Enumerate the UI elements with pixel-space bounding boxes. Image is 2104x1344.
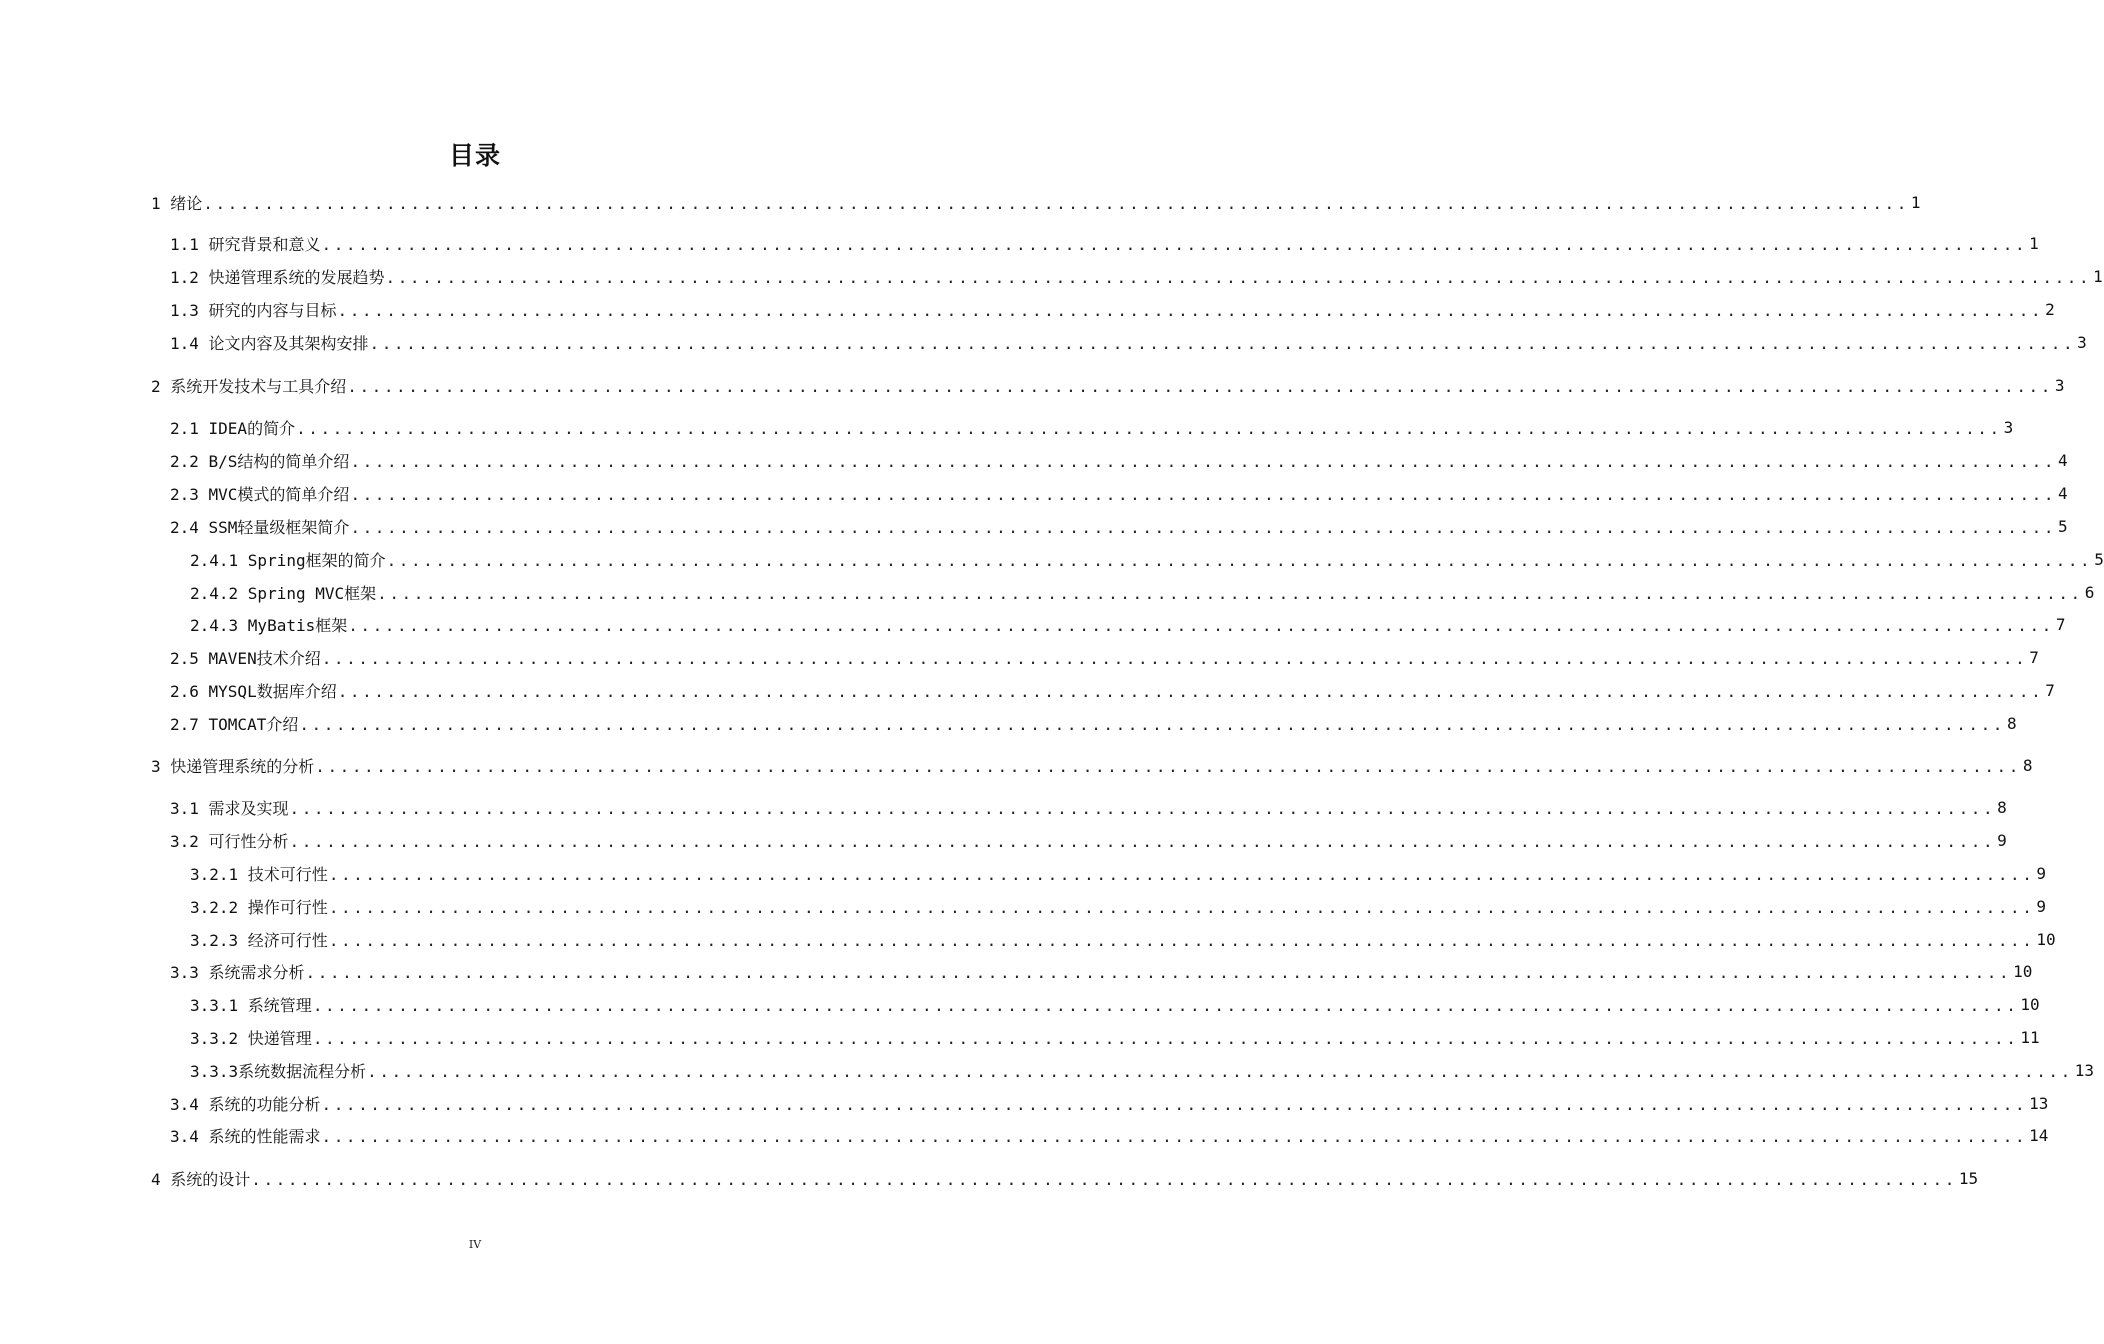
toc-entry-page: 13 (2074, 1060, 2095, 1080)
toc-leader-dots: ............................................................................................................................................ (321, 648, 2028, 668)
toc-entry-label: 3.3 系统需求分析 (170, 962, 305, 982)
toc-entry-label: 3.3.3系统数据流程分析 (190, 1061, 367, 1081)
toc-entry-page: 7 (2055, 614, 2066, 634)
toc-entry-label: 2.5 MAVEN技术介绍 (170, 648, 321, 668)
toc-entry-page: 1 (2029, 233, 2039, 253)
toc-entry-page: 13 (2029, 1093, 2049, 1113)
toc-leader-dots: ............................................................................................................................................ (312, 995, 2019, 1015)
toc-entry-label: 2.7 TOMCAT介绍 (170, 714, 299, 734)
toc-entry-page: 9 (2036, 863, 2047, 883)
toc-leader-dots: ............................................................................................................................................ (369, 333, 2076, 353)
toc-entry-page: 11 (2020, 1027, 2040, 1047)
toc-entry-label: 2.4.2 Spring MVC框架 (190, 583, 377, 603)
toc-entry-label: 2.3 MVC模式的简单介绍 (170, 484, 350, 504)
toc-entry-label: 3.2.3 经济可行性 (190, 930, 328, 950)
toc-entry-page: 1 (1910, 192, 1921, 212)
toc-entry-label: 2.4 SSM轻量级框架简介 (170, 517, 350, 537)
toc-entry[interactable] (190, 1059, 2095, 1081)
toc-entry-label: 2.2 B/S结构的简单介绍 (170, 451, 350, 471)
toc-entry-page: 8 (2022, 755, 2033, 775)
toc-leader-dots: ............................................................................................................................................ (385, 267, 2092, 287)
toc-entry[interactable] (170, 679, 2055, 701)
toc-leader-dots: ............................................................................................................................................ (350, 484, 2057, 504)
toc-entry-label: 3.3.2 快递管理 (190, 1028, 312, 1048)
toc-entry-page: 4 (2058, 450, 2068, 470)
toc-leader-dots: ............................................................................................................................................ (312, 1028, 2019, 1048)
toc-entry-label: 3.1 需求及实现 (170, 798, 289, 818)
toc-entry[interactable] (170, 796, 2007, 818)
toc-entry[interactable] (170, 265, 2103, 287)
toc-entry-page: 10 (2020, 994, 2040, 1014)
toc-entry[interactable] (170, 960, 2033, 982)
toc-entry-page: 9 (2036, 896, 2047, 916)
toc-leader-dots: ............................................................................................................................................ (289, 831, 1996, 851)
toc-entry-page: 4 (2058, 483, 2068, 503)
toc-leader-dots: ............................................................................................................................................ (367, 1061, 2073, 1081)
toc-entry[interactable] (190, 993, 2040, 1015)
toc-leader-dots: ............................................................................................................................................ (328, 864, 2035, 884)
toc-leader-dots: ............................................................................................................................................ (328, 897, 2035, 917)
page-number-footer: IV (468, 1238, 482, 1251)
toc-entry-page: 15 (1958, 1168, 1979, 1188)
toc-entry-page: 8 (1997, 797, 2007, 817)
toc-entry-label: 3.3.1 系统管理 (190, 995, 312, 1015)
toc-entry[interactable] (151, 1167, 1979, 1189)
toc-leader-dots: ............................................................................................................................................ (321, 234, 2028, 254)
toc-entry[interactable] (170, 482, 2068, 504)
toc-leader-dots: ............................................................................................................................................ (299, 714, 2005, 734)
toc-leader-dots: ............................................................................................................................................ (203, 193, 1909, 213)
toc-entry-page: 14 (2029, 1125, 2049, 1145)
toc-entry-label: 3.2 可行性分析 (170, 831, 289, 851)
toc-entry[interactable] (170, 331, 2087, 353)
toc-entry-label: 1.3 研究的内容与目标 (170, 300, 337, 320)
toc-leader-dots: ............................................................................................................................................ (328, 930, 2035, 950)
toc-leader-dots: ............................................................................................................................................ (315, 756, 2021, 776)
toc-entry[interactable] (190, 928, 2056, 950)
toc-leader-dots: ............................................................................................................................................ (337, 681, 2044, 701)
toc-entry[interactable] (170, 712, 2017, 734)
toc-entry[interactable] (190, 862, 2047, 884)
toc-leader-dots: ............................................................................................................................................ (321, 1126, 2028, 1146)
toc-entry[interactable] (170, 829, 2007, 851)
toc-entry-page: 3 (2054, 375, 2065, 395)
toc-entry-label: 3 快递管理系统的分析 (151, 756, 315, 776)
toc-entry-page: 10 (2013, 961, 2033, 981)
toc-entry[interactable] (170, 298, 2055, 320)
toc-entry[interactable] (170, 515, 2068, 537)
toc-entry-label: 3.4 系统的功能分析 (170, 1094, 321, 1114)
toc-entry-label: 1 绪论 (151, 193, 203, 213)
toc-entry-page: 5 (2094, 549, 2104, 569)
toc-entry[interactable] (170, 1092, 2049, 1114)
toc-entry-page: 2 (2045, 299, 2055, 319)
toc-entry[interactable] (190, 895, 2047, 917)
toc-entry-page: 8 (2006, 713, 2017, 733)
toc-leader-dots: ............................................................................................................................................ (251, 1169, 1957, 1189)
toc-entry[interactable] (190, 548, 2104, 570)
toc-entry[interactable] (170, 416, 2014, 438)
toc-entry[interactable] (170, 1124, 2049, 1146)
toc-leader-dots: ............................................................................................................................................ (305, 962, 2012, 982)
toc-leader-dots: ............................................................................................................................................ (289, 798, 1996, 818)
toc-leader-dots: ............................................................................................................................................ (321, 1094, 2028, 1114)
toc-entry[interactable] (190, 1026, 2040, 1048)
toc-leader-dots: ............................................................................................................................................ (348, 615, 2054, 635)
toc-entry-label: 3.2.1 技术可行性 (190, 864, 328, 884)
toc-entry[interactable] (151, 191, 1921, 213)
toc-leader-dots: ............................................................................................................................................ (350, 517, 2057, 537)
toc-leader-dots: ............................................................................................................................................ (347, 376, 2053, 396)
toc-entry[interactable] (170, 646, 2039, 668)
toc-entry[interactable] (170, 449, 2068, 471)
toc-entry[interactable] (190, 581, 2095, 603)
toc-entry-label: 2.1 IDEA的简介 (170, 418, 296, 438)
toc-leader-dots: ............................................................................................................................................ (386, 550, 2093, 570)
toc-entry-page: 3 (2003, 417, 2014, 437)
toc-entry-label: 3.4 系统的性能需求 (170, 1126, 321, 1146)
toc-entry[interactable] (151, 754, 2033, 776)
toc-entry-label: 2 系统开发技术与工具介绍 (151, 376, 347, 396)
toc-entry-label: 1.4 论文内容及其架构安排 (170, 333, 369, 353)
toc-entry-page: 1 (2093, 266, 2103, 286)
toc-entry-label: 2.4.3 MyBatis框架 (190, 615, 348, 635)
toc-entry[interactable] (151, 374, 2065, 396)
toc-entry-page: 6 (2084, 582, 2095, 602)
toc-leader-dots: ............................................................................................................................................ (337, 300, 2044, 320)
page-title: 目录 (448, 141, 501, 170)
toc-entry-label: 1.2 快递管理系统的发展趋势 (170, 267, 385, 287)
toc-entry-page: 7 (2045, 680, 2055, 700)
toc-entry[interactable] (170, 232, 2039, 254)
toc-leader-dots: ............................................................................................................................................ (350, 451, 2057, 471)
toc-entry-page: 10 (2036, 929, 2056, 949)
toc-entry[interactable] (190, 613, 2066, 635)
toc-entry-page: 5 (2058, 516, 2068, 536)
toc-entry-label: 1.1 研究背景和意义 (170, 234, 321, 254)
toc-leader-dots: ............................................................................................................................................ (377, 583, 2083, 603)
toc-entry-page: 3 (2077, 332, 2087, 352)
toc-entry-page: 9 (1997, 830, 2007, 850)
toc-entry-label: 4 系统的设计 (151, 1169, 251, 1189)
toc-entry-label: 3.2.2 操作可行性 (190, 897, 328, 917)
toc-entry-label: 2.4.1 Spring框架的简介 (190, 550, 386, 570)
toc-leader-dots: ............................................................................................................................................ (296, 418, 2002, 438)
toc-entry-label: 2.6 MYSQL数据库介绍 (170, 681, 337, 701)
toc-entry-page: 7 (2029, 647, 2039, 667)
